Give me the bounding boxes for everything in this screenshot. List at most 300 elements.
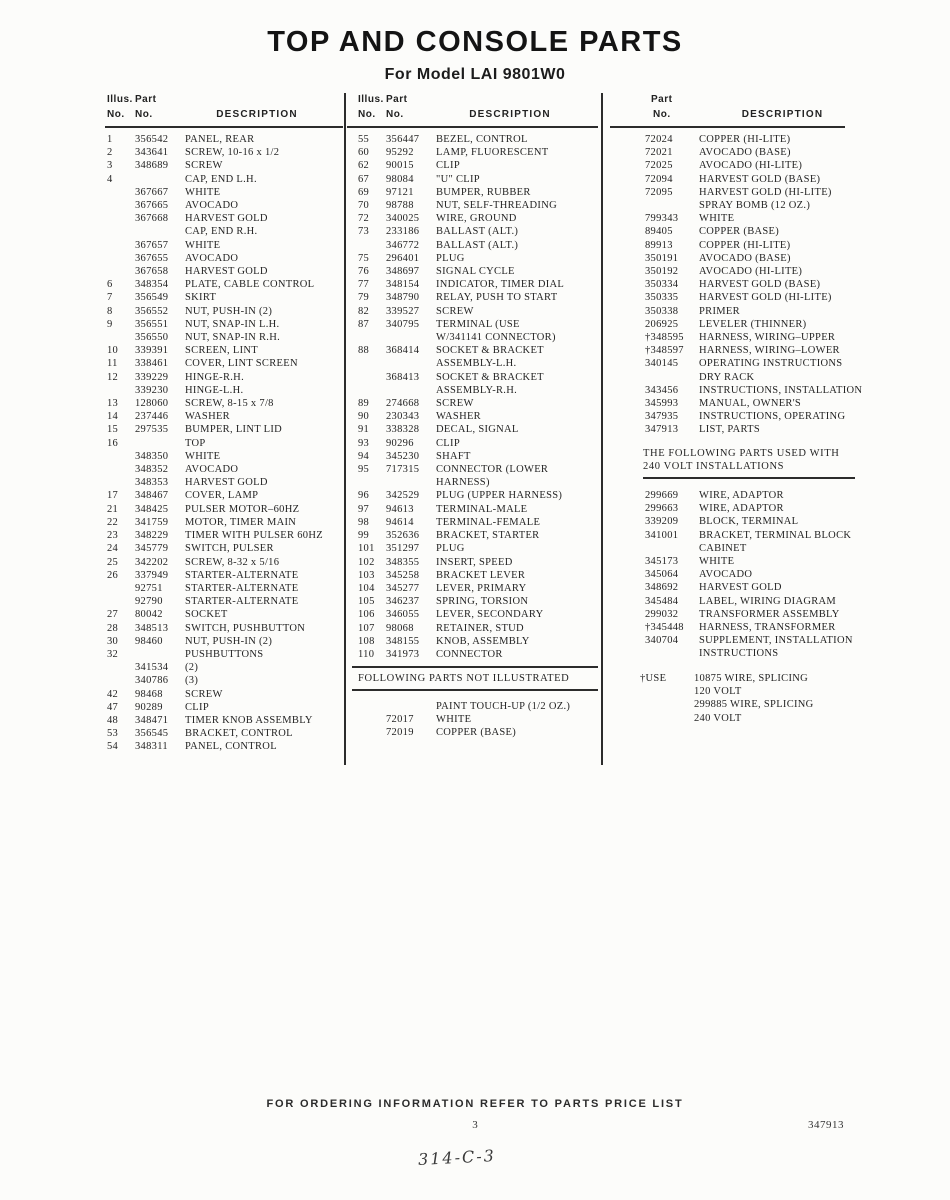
part-no: 367667 (135, 186, 169, 198)
part-no (645, 647, 699, 660)
table-row (358, 265, 598, 278)
description: LEVELER (THINNER) (699, 318, 807, 330)
table-row (107, 516, 343, 529)
illus-no: 54 (107, 741, 119, 753)
table-row (358, 450, 598, 463)
table-row (358, 503, 598, 516)
illus-no (358, 371, 386, 384)
part-no: 98460 (135, 635, 163, 647)
description: BRACKET LEVER (436, 569, 526, 581)
illus-no (107, 225, 135, 238)
part-no: 89913 (645, 239, 673, 251)
table-row (107, 265, 343, 278)
description: TIMER KNOB ASSEMBLY (185, 714, 313, 726)
part-no: 345064 (645, 569, 679, 581)
part-no: 345993 (645, 398, 679, 410)
part-no (645, 542, 699, 555)
table-row (358, 463, 598, 476)
table-row (358, 384, 598, 397)
illus-no (107, 582, 135, 595)
document-number: 347913 (808, 1119, 844, 1131)
illus-no (107, 199, 135, 212)
illus-no: 96 (358, 490, 370, 502)
table-row (645, 581, 895, 594)
part-no: 356542 (135, 134, 169, 145)
part-no: 348155 (386, 635, 420, 647)
description: WHITE (185, 239, 221, 251)
column3-header-line1 (645, 92, 880, 107)
model-subtitle: For Model LAI 9801W0 (384, 66, 566, 83)
table-row (645, 291, 895, 304)
parts-table-column2 (358, 133, 598, 661)
description: WASHER (436, 411, 481, 423)
description: CLIP (436, 160, 460, 172)
table-row (358, 278, 598, 291)
table-row (107, 701, 343, 714)
description: SCREW, 8-15 x 7/8 (185, 398, 274, 410)
table-row (358, 582, 598, 595)
handwritten-annotation: 314-C-3 (417, 1145, 497, 1170)
part-no: 348229 (135, 530, 169, 542)
table-row (358, 622, 598, 635)
volt240-heading-line1: THE FOLLOWING PARTS USED WITH (643, 448, 840, 459)
part-no: 90015 (386, 160, 414, 172)
part-no: 72025 (645, 160, 673, 172)
table-row (645, 331, 895, 344)
table-row (107, 740, 343, 753)
description: COVER, LINT SCREEN (185, 358, 298, 370)
description: HARNESS) (436, 477, 490, 489)
description: WHITE (436, 714, 472, 726)
description: WHITE (185, 450, 221, 462)
illus-no: 13 (107, 398, 119, 410)
description: 299885 WIRE, SPLICING (694, 699, 814, 711)
illus-no: 70 (358, 200, 370, 212)
part-no (640, 712, 694, 725)
table-row (358, 516, 598, 529)
table-row (358, 186, 598, 199)
part-no: 340786 (135, 675, 169, 687)
part-no: 367657 (135, 239, 169, 251)
illus-no: 104 (358, 582, 375, 594)
illus-no (107, 450, 135, 463)
table-row (645, 278, 895, 291)
table-row (107, 437, 343, 450)
description: COPPER (BASE) (699, 226, 780, 238)
description: HARNESS, WIRING–LOWER (699, 345, 840, 357)
description: CLIP (436, 437, 460, 449)
illus-no: 24 (107, 543, 119, 555)
illus-no: 2 (107, 147, 113, 159)
illus-no: 7 (107, 292, 113, 304)
description: NUT, SNAP-IN R.H. (185, 332, 281, 344)
table-row (645, 159, 895, 172)
description: MANUAL, OWNER'S (699, 398, 802, 410)
table-row (645, 515, 895, 528)
column3-header (645, 92, 880, 122)
table-row (645, 146, 895, 159)
part-no: 340795 (386, 318, 420, 330)
illus-no: 47 (107, 701, 119, 713)
illus-no: 110 (358, 648, 375, 660)
table-row (107, 423, 343, 436)
part-no: 97121 (386, 186, 414, 198)
illus-no (358, 384, 386, 397)
table-row (358, 608, 598, 621)
table-row (640, 672, 895, 685)
column1-header-line1 (107, 92, 343, 107)
part-no (645, 199, 699, 212)
part-no: 717315 (386, 464, 420, 476)
description: RELAY, PUSH TO START (436, 292, 558, 304)
table-row (107, 476, 343, 489)
column1-header (107, 92, 343, 122)
table-row (640, 685, 895, 698)
description: COPPER (HI-LITE) (699, 134, 791, 145)
illus-no (107, 661, 135, 674)
table-row (107, 305, 343, 318)
part-no: 341973 (386, 648, 420, 660)
part-no: 345258 (386, 569, 420, 581)
page-title: TOP AND CONSOLE PARTS (267, 26, 683, 58)
table-row (358, 410, 598, 423)
description: DECAL, SIGNAL (436, 424, 519, 436)
description: MOTOR, TIMER MAIN (185, 516, 297, 528)
part-no: 80042 (135, 609, 163, 621)
illus-no (107, 265, 135, 278)
description: CLIP (185, 701, 209, 713)
illus-no (358, 476, 386, 489)
illus-no: 17 (107, 490, 119, 502)
description: DRY RACK (699, 371, 755, 383)
description: HARNESS, TRANSFORMER (699, 622, 836, 634)
part-no: 348790 (386, 292, 420, 304)
illus-no (107, 331, 135, 344)
table-row (107, 569, 343, 582)
description: PRIMER (699, 305, 740, 317)
illus-no: 6 (107, 279, 113, 291)
illus-no: 108 (358, 635, 375, 647)
illus-no: 15 (107, 424, 119, 436)
no-label: No. (653, 109, 671, 120)
description: HARVEST GOLD (185, 266, 268, 278)
volt240-rule (643, 477, 855, 479)
illus-no: 4 (107, 173, 113, 185)
illus-no: 28 (107, 622, 119, 634)
description: SHAFT (436, 450, 471, 462)
part-no: 72019 (386, 727, 414, 739)
part-no: 346772 (386, 239, 420, 251)
description: KNOB, ASSEMBLY (436, 635, 530, 647)
description: BLOCK, TERMINAL (699, 516, 799, 528)
part-no: 237446 (135, 411, 169, 423)
part-no: 348355 (386, 556, 420, 568)
table-row (107, 463, 343, 476)
part-no: 345779 (135, 543, 169, 555)
part-no: 348513 (135, 622, 169, 634)
part-no: 90296 (386, 437, 414, 449)
description-label: DESCRIPTION (741, 109, 824, 120)
illus-no (107, 463, 135, 476)
description: TIMER WITH PULSER 60HZ (185, 530, 323, 542)
description: AVOCADO (185, 200, 239, 212)
illus-no (358, 357, 386, 370)
fuse-note-rows (640, 672, 895, 725)
part-no: 799343 (645, 213, 679, 225)
part-no: 94613 (386, 503, 414, 515)
description: TERMINAL (USE (436, 318, 520, 330)
table-row (107, 146, 343, 159)
description: SOCKET & BRACKET (436, 371, 544, 383)
part-no: 348692 (645, 582, 679, 594)
part-no: 348425 (135, 503, 169, 515)
table-row (645, 423, 895, 436)
table-row (107, 371, 343, 384)
illus-no: 1 (107, 134, 113, 145)
table-row (645, 608, 895, 621)
part-no: 299669 (645, 490, 679, 501)
illus-no (358, 700, 386, 713)
part-no: 347935 (645, 411, 679, 423)
table-row (107, 410, 343, 423)
part-no: 345230 (386, 450, 420, 462)
table-row (645, 252, 895, 265)
table-row (358, 239, 598, 252)
table-row (358, 700, 598, 713)
part-label: Part (651, 94, 673, 105)
description: (2) (185, 662, 199, 674)
illus-no: 72 (358, 213, 370, 225)
illus-label: Illus. (107, 94, 133, 105)
table-row (640, 712, 895, 725)
description: PUSHBUTTONS (185, 648, 264, 660)
description: BRACKET, STARTER (436, 530, 540, 542)
illus-no (358, 713, 386, 726)
table-row (107, 556, 343, 569)
illus-no: 90 (358, 411, 370, 423)
table-row (358, 146, 598, 159)
illus-no: 32 (107, 648, 119, 660)
table-row (358, 542, 598, 555)
description: BALLAST (ALT.) (436, 226, 519, 238)
part-no: 346055 (386, 609, 420, 621)
table-row (358, 489, 598, 502)
description: SCREW, 8-32 x 5/16 (185, 556, 280, 568)
description: (3) (185, 675, 199, 687)
table-row (107, 397, 343, 410)
part-no: 341001 (645, 529, 679, 541)
part-no: 338328 (386, 424, 420, 436)
illus-no (107, 252, 135, 265)
illus-no (107, 595, 135, 608)
illus-no: 99 (358, 530, 370, 542)
volt240-rows (645, 489, 895, 661)
table-row (358, 225, 598, 238)
table-row (107, 489, 343, 502)
table-row (358, 476, 598, 489)
description: SWITCH, PUSHBUTTON (185, 622, 306, 634)
part-label: Part (135, 94, 157, 105)
table-row (107, 622, 343, 635)
description: BALLAST (ALT.) (436, 239, 519, 251)
part-no: 89405 (645, 226, 673, 238)
page-number: 3 (472, 1119, 478, 1131)
illus-no (358, 239, 386, 252)
table-row (107, 239, 343, 252)
part-no: 128060 (135, 398, 169, 410)
illus-no: 95 (358, 464, 370, 476)
illus-no: 73 (358, 226, 370, 238)
description: INSTRUCTIONS, INSTALLATION (699, 384, 863, 396)
table-row (645, 199, 895, 212)
part-no: 339229 (135, 371, 169, 383)
description: STARTER-ALTERNATE (185, 582, 299, 594)
part-no: †345448 (645, 622, 684, 634)
description: TERMINAL-FEMALE (436, 516, 541, 528)
table-row (358, 397, 598, 410)
column1-header-rule (105, 126, 343, 128)
table-row (107, 133, 343, 146)
illus-no (107, 239, 135, 252)
illus-no: 69 (358, 186, 370, 198)
illus-no (358, 331, 386, 344)
description: LEVER, PRIMARY (436, 582, 527, 594)
part-no: 350335 (645, 292, 679, 304)
part-no: 342202 (135, 556, 169, 568)
description: CABINET (699, 542, 747, 554)
part-no (386, 476, 436, 489)
illus-no: 23 (107, 530, 119, 542)
table-row (645, 410, 895, 423)
description: WHITE (699, 556, 735, 568)
not-illustrated-top-rule (352, 666, 598, 668)
description: BUMPER, RUBBER (436, 186, 531, 198)
table-row (107, 503, 343, 516)
illus-no: 22 (107, 516, 119, 528)
table-row (358, 173, 598, 186)
description: AVOCADO (699, 569, 753, 581)
description: PLUG (UPPER HARNESS) (436, 490, 563, 502)
part-no: 343641 (135, 147, 169, 159)
description: WIRE, ADAPTOR (699, 503, 784, 515)
ordering-note: FOR ORDERING INFORMATION REFER TO PARTS PRICE LIST (266, 1098, 684, 1110)
table-row (645, 568, 895, 581)
table-row (645, 173, 895, 186)
table-row (107, 688, 343, 701)
table-row (107, 357, 343, 370)
illus-no: 26 (107, 569, 119, 581)
description: BUMPER, LINT LID (185, 424, 283, 436)
part-no: 356551 (135, 318, 169, 330)
column-divider-left (344, 93, 346, 765)
description: ASSEMBLY-L.H. (436, 358, 517, 370)
table-row (107, 291, 343, 304)
part-no: 233186 (386, 226, 420, 238)
table-row (107, 648, 343, 661)
part-no: 356550 (135, 332, 169, 344)
part-no: 72017 (386, 714, 414, 726)
table-row (645, 647, 895, 660)
illus-no: 10 (107, 345, 119, 357)
description: NUT, SELF-THREADING (436, 200, 557, 212)
description: HINGE-R.H. (185, 371, 244, 383)
description: HARVEST GOLD (HI-LITE) (699, 186, 832, 198)
table-row (645, 634, 895, 647)
illus-no: 98 (358, 516, 370, 528)
illus-no: 25 (107, 556, 119, 568)
table-row (107, 450, 343, 463)
part-no: 356545 (135, 728, 169, 740)
description: AVOCADO (HI-LITE) (699, 160, 803, 172)
column3-header-line2 (645, 107, 880, 122)
illus-no (107, 476, 135, 489)
table-row (645, 186, 895, 199)
part-no: 368413 (386, 371, 420, 383)
part-no: 299663 (645, 503, 679, 515)
illus-no: 77 (358, 279, 370, 291)
illus-no: 102 (358, 556, 375, 568)
description: COVER, LAMP (185, 490, 259, 502)
part-no: 339209 (645, 516, 679, 528)
table-row (107, 661, 343, 674)
illus-no: 103 (358, 569, 375, 581)
part-no: 72094 (645, 173, 673, 185)
table-row (645, 621, 895, 634)
table-row (358, 371, 598, 384)
table-row (107, 199, 343, 212)
description: TERMINAL-MALE (436, 503, 528, 515)
description: ASSEMBLY-R.H. (436, 384, 518, 396)
part-no: 351297 (386, 543, 420, 555)
table-row (358, 344, 598, 357)
illus-no (107, 674, 135, 687)
table-row (645, 384, 895, 397)
part-no: 350334 (645, 279, 679, 291)
description: PANEL, REAR (185, 134, 255, 145)
illus-no: 101 (358, 543, 375, 555)
part-no: 348350 (135, 450, 169, 462)
part-no (135, 648, 185, 661)
table-row (107, 173, 343, 186)
parts-table-column1 (107, 133, 343, 754)
part-no: 98468 (135, 688, 163, 700)
description: WHITE (699, 213, 735, 225)
table-row (107, 542, 343, 555)
table-row (358, 252, 598, 265)
part-no: 341759 (135, 516, 169, 528)
description: CONNECTOR (LOWER (436, 464, 549, 476)
description: CAP, END R.H. (185, 226, 258, 238)
part-no: 339230 (135, 384, 169, 396)
description: NUT, PUSH-IN (2) (185, 635, 273, 647)
part-no (640, 685, 694, 698)
column1-header-line2 (107, 107, 343, 122)
description: NUT, SNAP-IN L.H. (185, 318, 280, 330)
illus-no: 11 (107, 358, 118, 370)
illus-no: 93 (358, 437, 370, 449)
description-label: DESCRIPTION (216, 109, 298, 120)
description: LIST, PARTS (699, 424, 761, 436)
table-row (358, 726, 598, 739)
illus-no: 8 (107, 305, 113, 317)
part-no: 98788 (386, 200, 414, 212)
part-no: †USE (640, 673, 667, 684)
description: HARVEST GOLD (699, 582, 782, 594)
table-row (358, 212, 598, 225)
description: W/341141 CONNECTOR) (436, 332, 556, 344)
description: PAINT TOUCH-UP (1/2 OZ.) (436, 701, 571, 712)
illus-no: 21 (107, 503, 119, 515)
